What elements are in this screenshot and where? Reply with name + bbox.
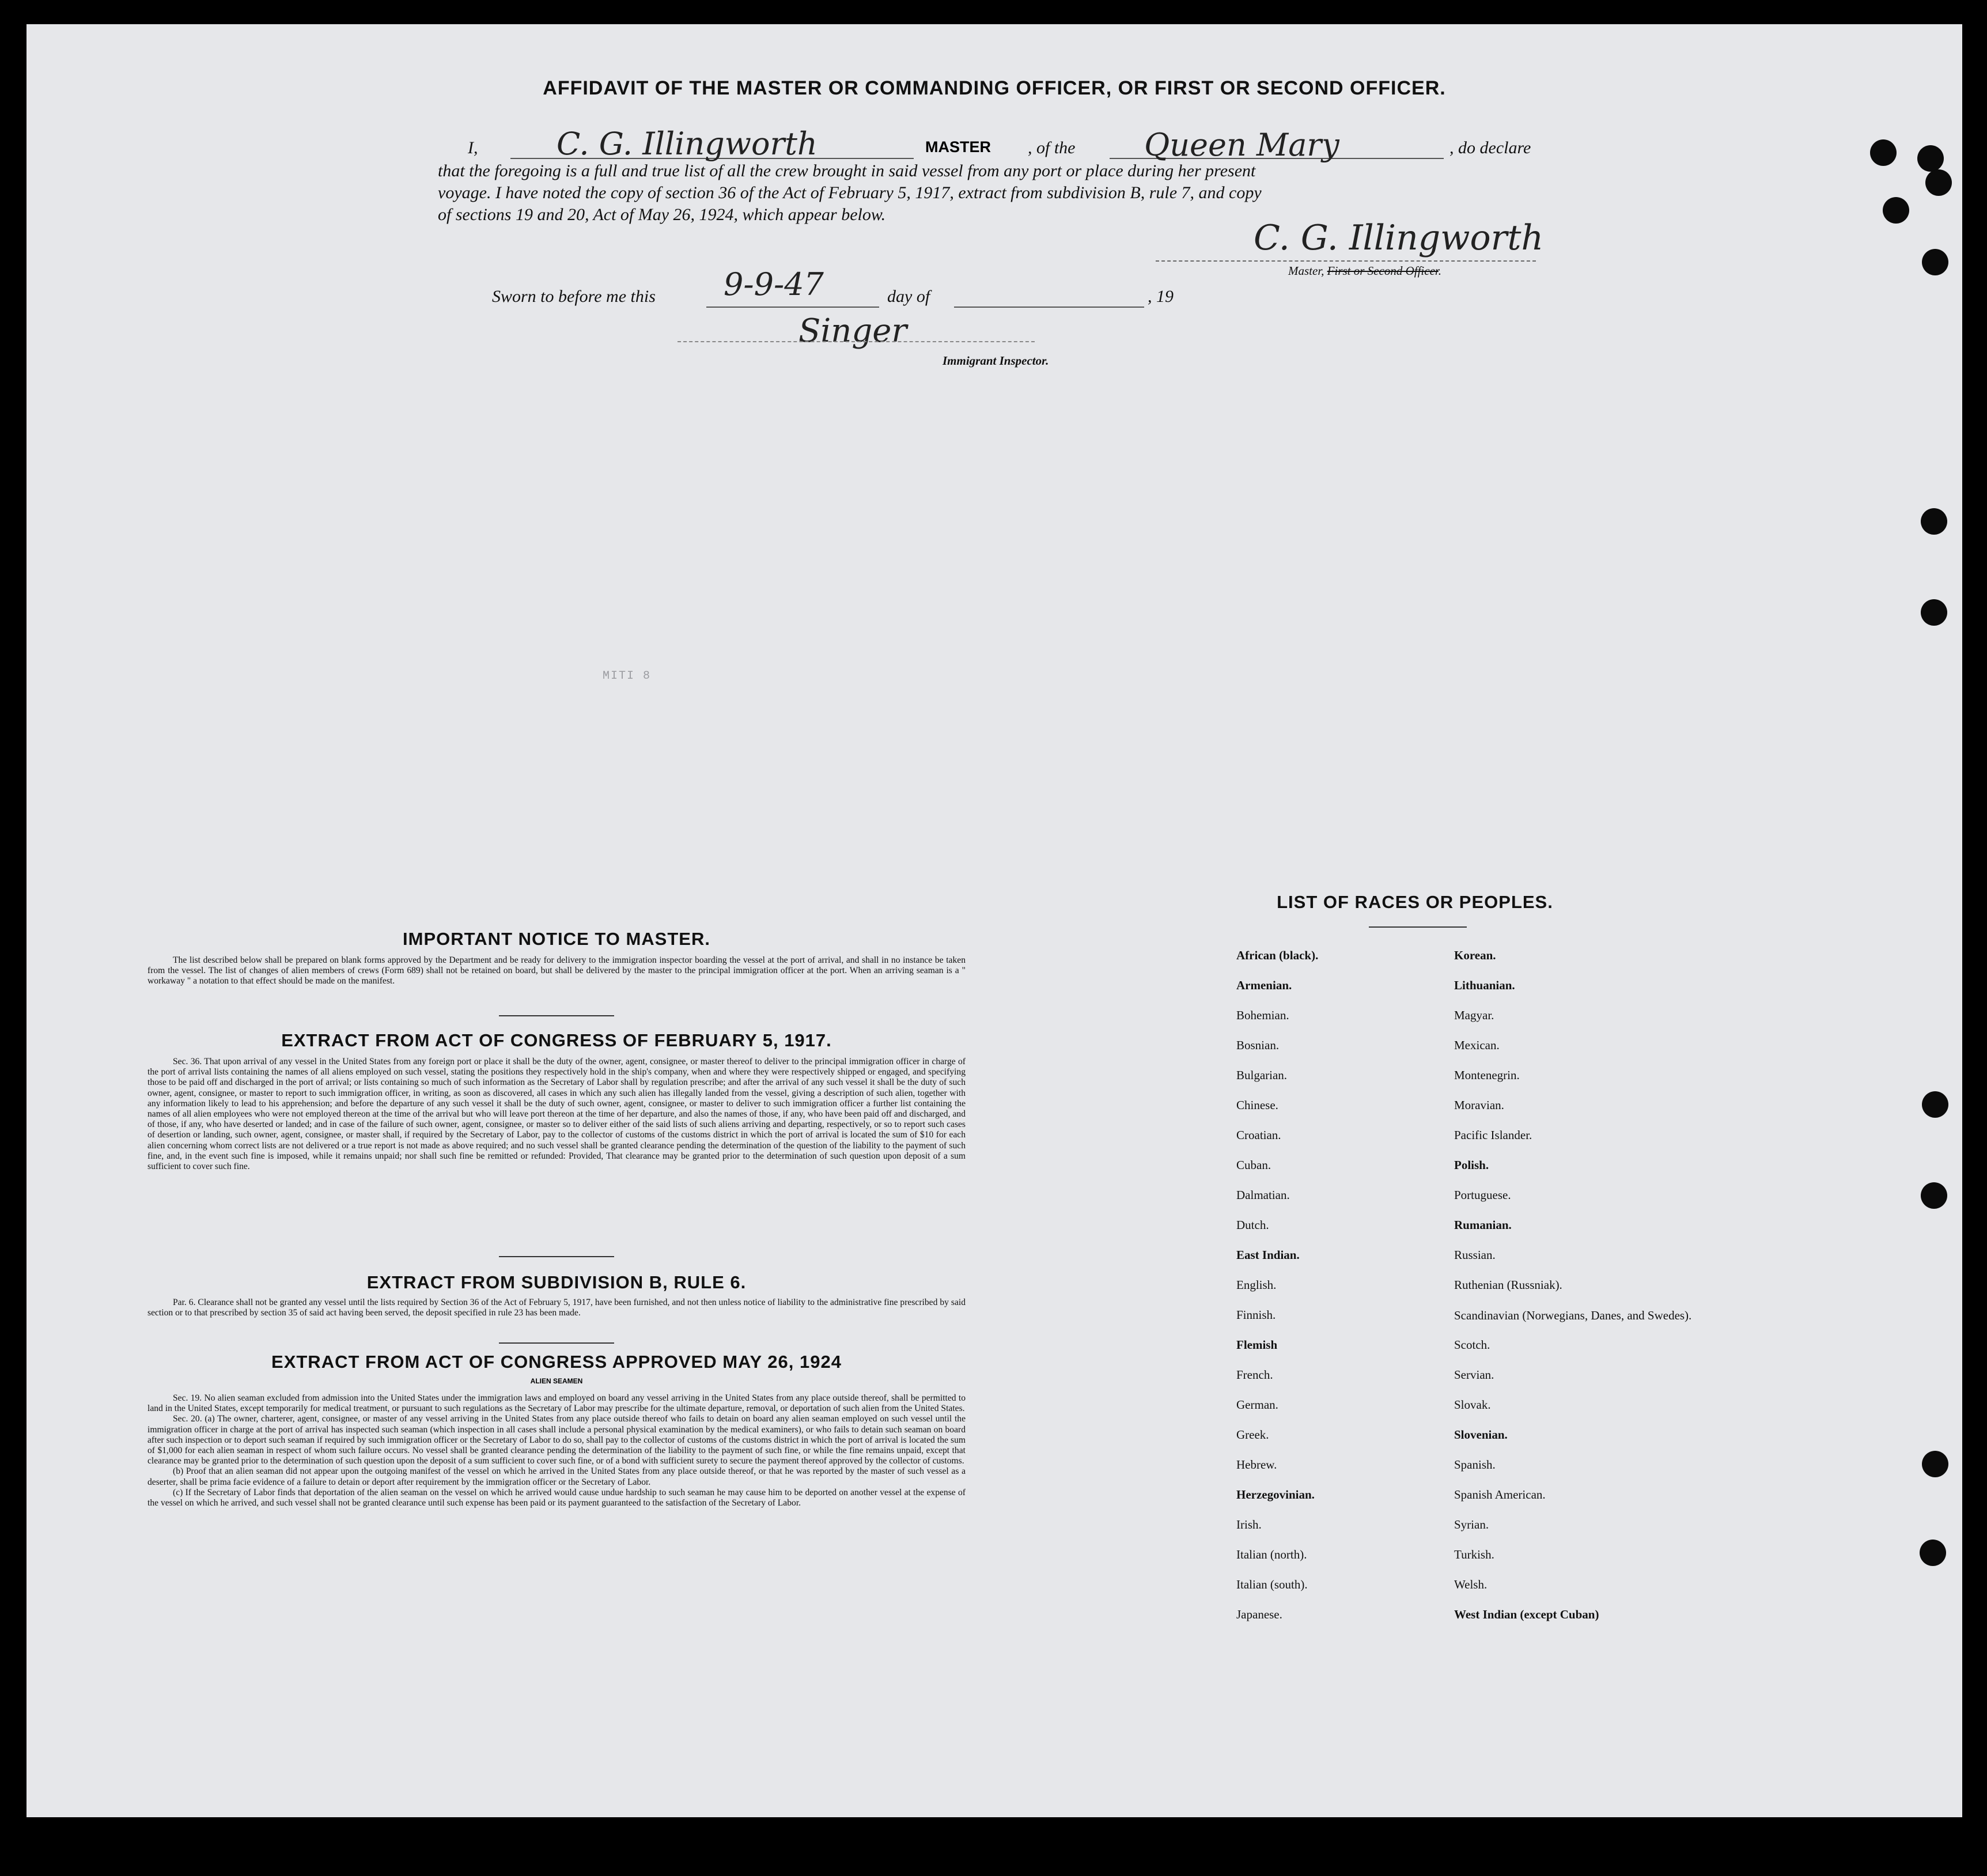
punch-hole xyxy=(1921,1182,1947,1209)
do-declare-label: , do declare xyxy=(1449,138,1531,157)
race-item: Portuguese. xyxy=(1454,1188,1511,1202)
sec-20a-paragraph: Sec. 20. (a) The owner, charterer, agent, consignee, or master of any vessel arriving in the United States from any place outside thereof who fails to detain on board any alien seaman employed on such vessel until the immigration officer in charge at the port of arrival has inspected such seaman (which inspection in all cases shall include a personal physical examination by the medical examiners), or who fails to detain such seaman on board after such inspection or to deport such seaman if required by such immigration officer or the Secretary of Labor to do so, shall pay to the collector of customs of the customs district in which the port of arrival is located the sum of $1,000 for each alien seaman in respect of whom such failure occurs. No vessel shall be granted clearance pending the determination of the liability to the payment of such fine, or while the fine remains unpaid, except that clearance may be granted prior to the determination of such question upon the deposit of a sum sufficient to cover such fine, or of a bond with sufficient surety to secure the payment thereof approved by the collector of customs. xyxy=(147,1414,966,1466)
race-item: Croatian. xyxy=(1236,1128,1281,1142)
extract-1924-body xyxy=(147,1393,966,1508)
punch-hole xyxy=(1922,249,1948,275)
sworn-date-line xyxy=(706,307,879,308)
section-divider xyxy=(499,1256,614,1257)
race-item: Greek. xyxy=(1236,1428,1269,1442)
race-item: Dalmatian. xyxy=(1236,1188,1290,1202)
race-item: Bulgarian. xyxy=(1236,1068,1288,1082)
extract-1917-heading: EXTRACT FROM ACT OF CONGRESS OF FEBRUARY 5, 1917. xyxy=(281,1030,832,1050)
race-item: Magyar. xyxy=(1454,1008,1494,1022)
notice-paragraph: The list described below shall be prepared on blank forms approved by the Department and be ready for delivery to the immigration inspector boarding the vessel at the port of arrival, and shall in no instance be taken from the vessel. The list of changes of alien members of crews (Form 689) shall not be retained on board, but shall be delivered by the master to the principal immigration officer at the port. When an arriving seaman is a " workaway " a notation to that effect should be made on the manifest. xyxy=(147,955,966,986)
affidavit-line-4: of sections 19 and 20, Act of May 26, 1924, which appear below. xyxy=(438,205,886,224)
race-item: Montenegrin. xyxy=(1454,1068,1520,1082)
punch-hole xyxy=(1922,1091,1948,1118)
sec-20c-paragraph: (c) If the Secretary of Labor finds that deportation of the alien seaman on the vessel on which he arrived would cause undue hardship to such seaman he may cause him to be deported on another vessel at the expense of the vessel on which he arrived, and such vessel shall not be granted clearance until such expense has been paid or its payment guaranteed to the satisfaction of the Secretary of Labor. xyxy=(147,1487,966,1508)
punch-hole xyxy=(1921,508,1947,535)
master-signature: C. G. Illingworth xyxy=(1254,218,1544,258)
race-item: German. xyxy=(1236,1398,1278,1412)
signer-title-prefix: Master, xyxy=(1288,264,1324,278)
race-item: Korean. xyxy=(1454,948,1496,962)
sworn-prefix: Sworn to before me this xyxy=(492,287,656,306)
alien-seamen-subheading: ALIEN SEAMEN xyxy=(530,1377,583,1385)
punch-hole xyxy=(1883,197,1909,224)
race-item: Slovenian. xyxy=(1454,1428,1508,1442)
race-item: Lithuanian. xyxy=(1454,978,1515,992)
sec-19-paragraph: Sec. 19. No alien seaman excluded from admission into the United States under the immigration laws and employed on board any vessel arriving in the United States from any place outside thereof, shall be permitted to land in the United States, except temporarily for medical treatment, or pursuant to such regulations as the Secretary of Labor may prescribe for the ultimate departure, removal, or deportation of such alien from the United States. xyxy=(147,1393,966,1414)
notice-heading: IMPORTANT NOTICE TO MASTER. xyxy=(403,929,710,949)
section-divider xyxy=(499,1342,614,1344)
race-item: Polish. xyxy=(1454,1158,1489,1172)
of-the-label: , of the xyxy=(1028,138,1076,157)
race-item: Cuban. xyxy=(1236,1158,1271,1172)
notice-body xyxy=(147,955,966,987)
race-item: Flemish xyxy=(1236,1338,1278,1352)
signer-title xyxy=(1288,264,1441,278)
vessel-name-handwritten: Queen Mary xyxy=(1144,127,1339,163)
race-item: Scotch. xyxy=(1454,1338,1490,1352)
signer-title-suffix: . xyxy=(1438,264,1441,278)
race-item: Russian. xyxy=(1454,1248,1496,1262)
punch-hole xyxy=(1921,599,1947,626)
race-item: Chinese. xyxy=(1236,1098,1278,1112)
race-item: Japanese. xyxy=(1236,1608,1282,1621)
race-item: English. xyxy=(1236,1278,1277,1292)
section-divider xyxy=(499,1015,614,1016)
inspector-label: Immigrant Inspector. xyxy=(943,354,1049,368)
sec-20b-paragraph: (b) Proof that an alien seaman did not appear upon the outgoing manifest of the vessel on which he arrived in the United States from any place outside thereof, or that he was reported by the master of such vessel as a deserter, shall be prima facie evidence of a failure to detain or deport after requirement by the immigration officer or the Secretary of Labor. xyxy=(147,1466,966,1487)
sworn-year: , 19 xyxy=(1148,287,1174,306)
race-item: Bohemian. xyxy=(1236,1008,1289,1022)
rank-label: MASTER xyxy=(925,138,991,156)
race-item: Mexican. xyxy=(1454,1038,1500,1052)
race-item: Spanish American. xyxy=(1454,1488,1546,1501)
sec-36-paragraph: Sec. 36. That upon arrival of any vessel in the United States from any foreign port or place it shall be the duty of the owner, agent, consignee, or master thereof to deliver to the principal immigration officer in charge of the port of arrival lists containing the names of all aliens employed on such vessel, stating the positions they respectively hold in the ship's company, when and where they were respectively shipped or engaged, and specifying those to be paid off and discharged in the port of arrival; or lists containing so much of such information as the Secretary of Labor shall by regulation prescribe; and after the arrival of any such vessel it shall be the duty of such owner, agent, consignee, or master to report to such immigration officer, in writing, as soon as discovered, all cases in which any such alien has illegally landed from the vessel, giving a description of such alien, together with any information likely to lead to his apprehension; and before the departure of any such vessel it shall be the duty of such owner, agent, consignee, or master to deliver to such immigration officer a further list containing the names of all alien employees who were not employed thereon at the time of the arrival but who will leave port thereon at the time of her departure, and also the names of those, if any, who have been paid off and discharged, and of those, if any, who have deserted or landed; and in case of the failure of such owner, agent, consignee, or master so to deliver either of the said lists of such aliens arriving and departing, respectively, or so to report such cases of desertion or landing, such owner, agent, consignee, or master shall, if required by the Secretary of Labor, pay to the collector of customs of the customs district in which the port of arrival is located the sum of $10 for each alien concerning whom correct lists are not delivered or a true report is not made as above required; and no such vessel shall be granted clearance pending the determination of the question of the liability to the payment of such fine, and, in the event such fine is imposed, while it remains unpaid; nor shall such fine be remitted or refunded: Provided, That clearance may be granted prior to the determination of such question upon deposit of a sum sufficient to cover such fine. xyxy=(147,1057,966,1172)
sworn-date-handwritten: 9-9-47 xyxy=(724,266,824,302)
race-item: Turkish. xyxy=(1454,1548,1494,1561)
race-item: East Indian. xyxy=(1236,1248,1300,1262)
punch-hole xyxy=(1922,1451,1948,1477)
inspector-signature: Singer xyxy=(798,312,907,350)
races-heading: LIST OF RACES OR PEOPLES. xyxy=(1277,892,1553,912)
race-item: Pacific Islander. xyxy=(1454,1128,1532,1142)
race-item: Moravian. xyxy=(1454,1098,1504,1112)
races-left-column xyxy=(1236,948,1455,1637)
signer-title-struck: First or Second Officer xyxy=(1327,264,1439,278)
inspector-line xyxy=(678,341,1035,342)
race-item: West Indian (except Cuban) xyxy=(1454,1608,1599,1621)
race-item: Herzegovinian. xyxy=(1236,1488,1315,1501)
punch-hole xyxy=(1925,169,1952,196)
race-item: Syrian. xyxy=(1454,1518,1489,1531)
race-item: Bosnian. xyxy=(1236,1038,1280,1052)
race-item: Slovak. xyxy=(1454,1398,1491,1412)
race-item: African (black). xyxy=(1236,948,1319,962)
par-6-paragraph: Par. 6. Clearance shall not be granted any vessel until the lists required by Section 36 of the Act of February 5, 1917, have been furnished, and not then unless notice of liability to the administrative fine prescribed by said section or to that prescribed by section 35 of said act having been served, the deposit specified in rule 23 has been made. xyxy=(147,1298,966,1318)
race-item: Italian (north). xyxy=(1236,1548,1307,1561)
race-item: Spanish. xyxy=(1454,1458,1496,1472)
affidavit-line-2: that the foregoing is a full and true list of all the crew brought in said vessel from any port or place during her present xyxy=(438,161,1256,180)
race-item: Armenian. xyxy=(1236,978,1292,992)
races-right-column xyxy=(1454,948,1696,1637)
rule6-heading: EXTRACT FROM SUBDIVISION B, RULE 6. xyxy=(366,1272,747,1292)
race-item: Finnish. xyxy=(1236,1308,1276,1322)
race-item: Servian. xyxy=(1454,1368,1494,1382)
document-page xyxy=(27,24,1962,1817)
affidavit-title: AFFIDAVIT OF THE MASTER OR COMMANDING OFFICER, OR FIRST OR SECOND OFFICER. xyxy=(543,77,1446,99)
sworn-day-of: day of xyxy=(887,287,930,306)
race-item: French. xyxy=(1236,1368,1273,1382)
affidavit-pronoun: I, xyxy=(468,138,478,157)
race-item: Ruthenian (Russniak). xyxy=(1454,1278,1562,1292)
master-name-handwritten: C. G. Illingworth xyxy=(557,126,817,162)
race-item: Rumanian. xyxy=(1454,1218,1512,1232)
rule6-body xyxy=(147,1298,966,1318)
signature-line xyxy=(1156,260,1536,262)
race-item: Hebrew. xyxy=(1236,1458,1277,1472)
race-item: Dutch. xyxy=(1236,1218,1269,1232)
punch-hole xyxy=(1870,139,1897,166)
bleed-through-text: MITI 8 xyxy=(603,670,652,683)
race-item: Italian (south). xyxy=(1236,1578,1308,1591)
sworn-month-line xyxy=(954,307,1144,308)
race-item: Welsh. xyxy=(1454,1578,1488,1591)
races-divider xyxy=(1369,926,1467,928)
affidavit-line-3: voyage. I have noted the copy of section 36 of the Act of February 5, 1917, extract from subdivision B, rule 7, and copy xyxy=(438,183,1262,202)
race-item: Irish. xyxy=(1236,1518,1262,1531)
extract-1917-body xyxy=(147,1057,966,1172)
punch-hole xyxy=(1917,145,1944,172)
punch-hole xyxy=(1920,1540,1946,1566)
extract-1924-heading: EXTRACT FROM ACT OF CONGRESS APPROVED MAY 26, 1924 xyxy=(271,1352,842,1372)
race-item: Scandinavian (Norwegians, Danes, and Swedes). xyxy=(1454,1308,1692,1322)
